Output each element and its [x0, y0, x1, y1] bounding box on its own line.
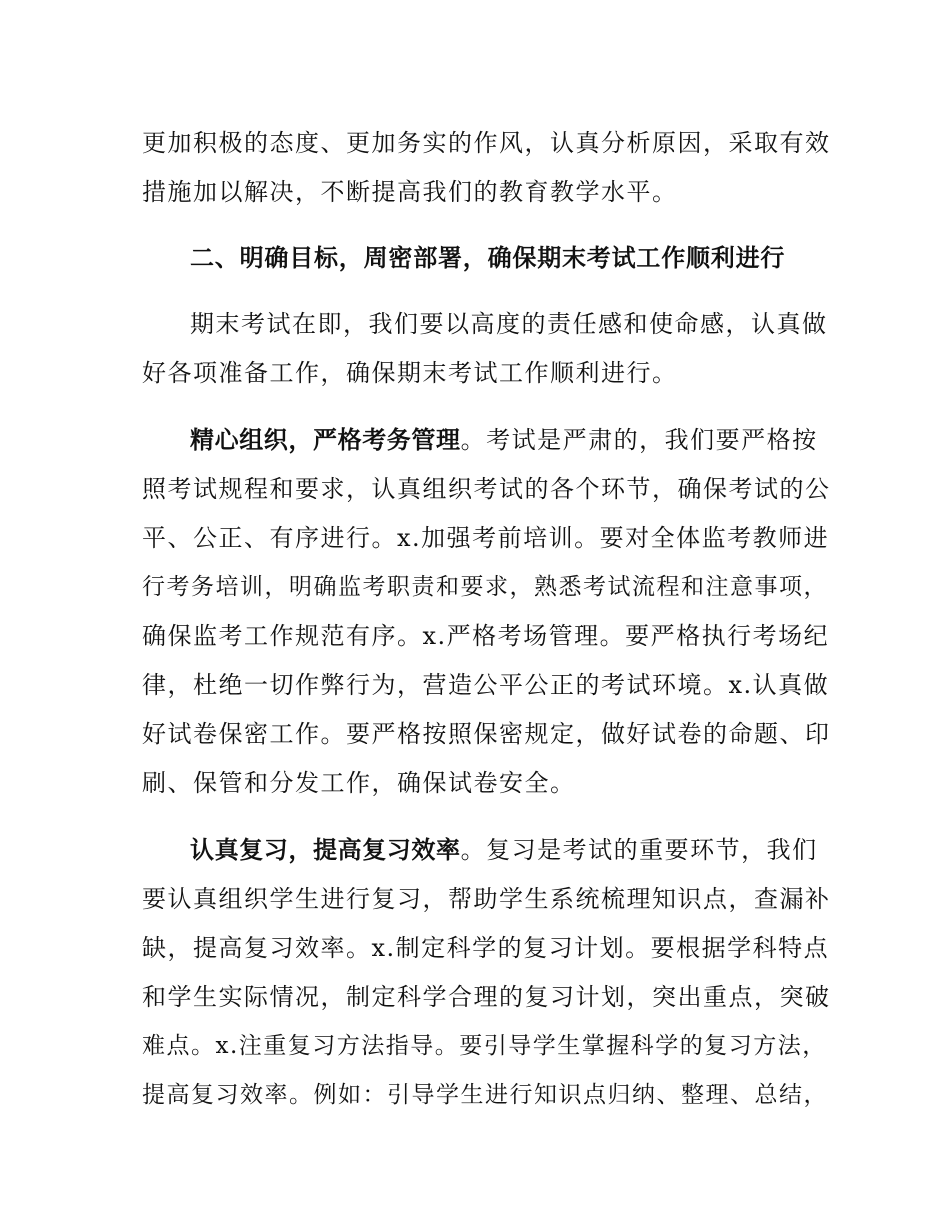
paragraph-4-lead-text: 。复习是考试的重要环节，我们 [460, 836, 818, 864]
paragraph-4-line-5: 难点。x.注重复习方法指导。要引导学生掌握科学的复习方法， [142, 1033, 827, 1059]
paragraph-3-line-5: 确保监考工作规范有序。x.严格考场管理。要严格执行考场纪 [142, 622, 830, 650]
section-2-heading: 二、明确目标，周密部署，确保期末考试工作顺利进行 [190, 244, 786, 272]
paragraph-4-line-4: 和学生实际情况，制定科学合理的复习计划，突出重点，突破 [142, 983, 831, 1011]
paragraph-3-line-4: 行考务培训，明确监考职责和要求，熟悉考试流程和注意事项， [142, 574, 828, 600]
paragraph-3-line-3: 平、公正、有序进行。x.加强考前培训。要对全体监考教师进 [142, 524, 830, 552]
paragraph-4-line-6: 提高复习效率。例如：引导学生进行知识点归纳、整理、总结， [142, 1082, 828, 1108]
paragraph-1-line-2: 措施加以解决，不断提高我们的教育教学水平。 [142, 178, 678, 206]
paragraph-3-line-6: 律，杜绝一切作弊行为，营造公平公正的考试环境。x.认真做 [142, 671, 830, 699]
paragraph-4-line-2: 要认真组织学生进行复习，帮助学生系统梳理知识点，查漏补 [142, 885, 831, 913]
paragraph-2-line-1: 期末考试在即，我们要以高度的责任感和使命感，认真做 [190, 310, 828, 338]
paragraph-3-line-8: 刷、保管和分发工作，确保试卷安全。 [142, 769, 576, 797]
paragraph-3-lead-heading: 精心组织，严格考务管理 [190, 426, 461, 454]
paragraph-1-line-1: 更加积极的态度、更加务实的作风，认真分析原因，采取有效 [142, 129, 831, 157]
paragraph-2-line-2: 好各项准备工作，确保期末考试工作顺利进行。 [142, 359, 678, 387]
paragraph-4-line-3: 缺，提高复习效率。x.制定科学的复习计划。要根据学科特点 [142, 934, 830, 962]
paragraph-3-line-7: 好试卷保密工作。要严格按照保密规定，做好试卷的命题、印 [142, 720, 831, 748]
paragraph-3-line-1 [190, 424, 832, 456]
paragraph-4-line-1 [190, 834, 832, 866]
paragraph-3-line-2: 照考试规程和要求，认真组织考试的各个环节，确保考试的公 [142, 475, 831, 503]
paragraph-4-lead-heading: 认真复习，提高复习效率 [190, 836, 461, 864]
paragraph-3-lead-text: 。考试是严肃的，我们要严格按 [460, 426, 818, 454]
